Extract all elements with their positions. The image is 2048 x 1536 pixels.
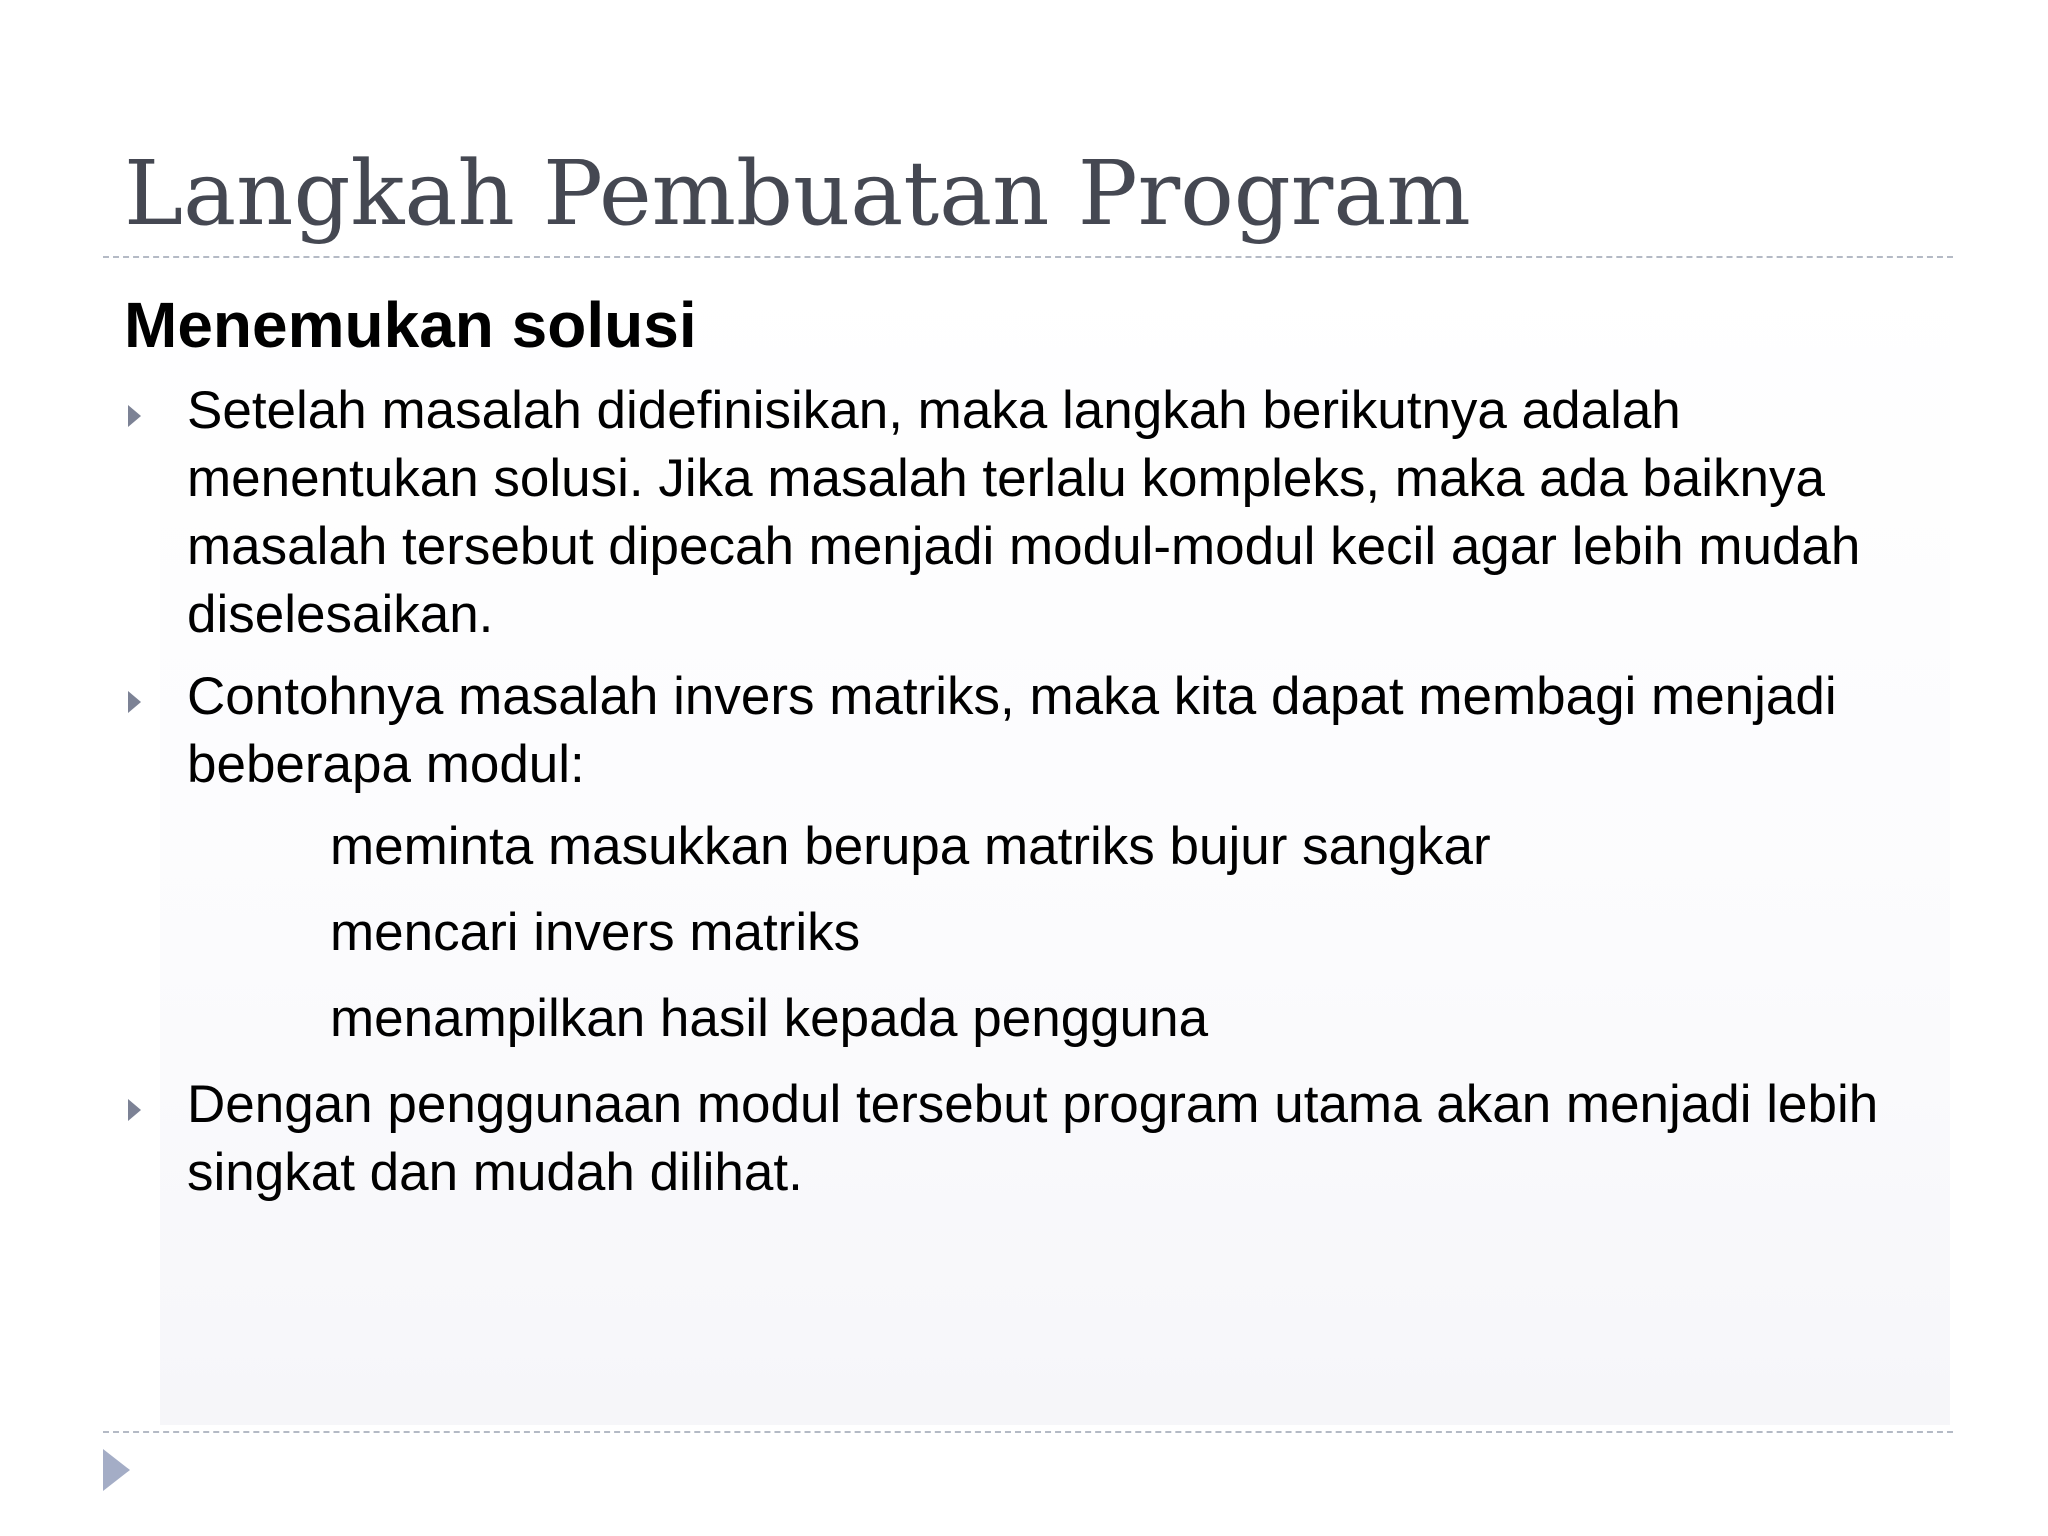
module-item: meminta masukkan berupa matriks bujur sangkar [330, 817, 1491, 876]
bullet-item [124, 663, 1950, 799]
section-heading: Menemukan solusi [124, 289, 697, 361]
module-item: menampilkan hasil kepada pengguna [330, 989, 1209, 1048]
triangle-right-icon [128, 691, 141, 713]
module-item: mencari invers matriks [330, 903, 861, 962]
footer-divider [103, 1431, 1953, 1433]
slide-body [124, 285, 1924, 1221]
bullet-text: Contohnya masalah invers matriks, maka kita dapat membagi menjadi beberapa modul: [187, 667, 1837, 794]
module-list [124, 813, 1924, 1053]
triangle-right-icon [128, 1099, 141, 1121]
bullet-item [124, 1071, 1950, 1207]
slide-title: Langkah Pembuatan Program [124, 141, 1471, 245]
play-arrow-icon [103, 1449, 130, 1491]
bullet-text: Dengan penggunaan modul tersebut program utama akan menjadi lebih singkat dan mudah dilihat. [187, 1075, 1879, 1202]
triangle-right-icon [128, 405, 141, 427]
title-divider [103, 256, 1953, 258]
bullet-text: Setelah masalah didefinisikan, maka langkah berikutnya adalah menentukan solusi. Jika masalah terlalu kompleks, maka ada baiknya masalah tersebut dipecah menjadi modul-modul kecil agar lebih mudah diselesaikan. [187, 381, 1861, 644]
bullet-item [124, 377, 1950, 649]
